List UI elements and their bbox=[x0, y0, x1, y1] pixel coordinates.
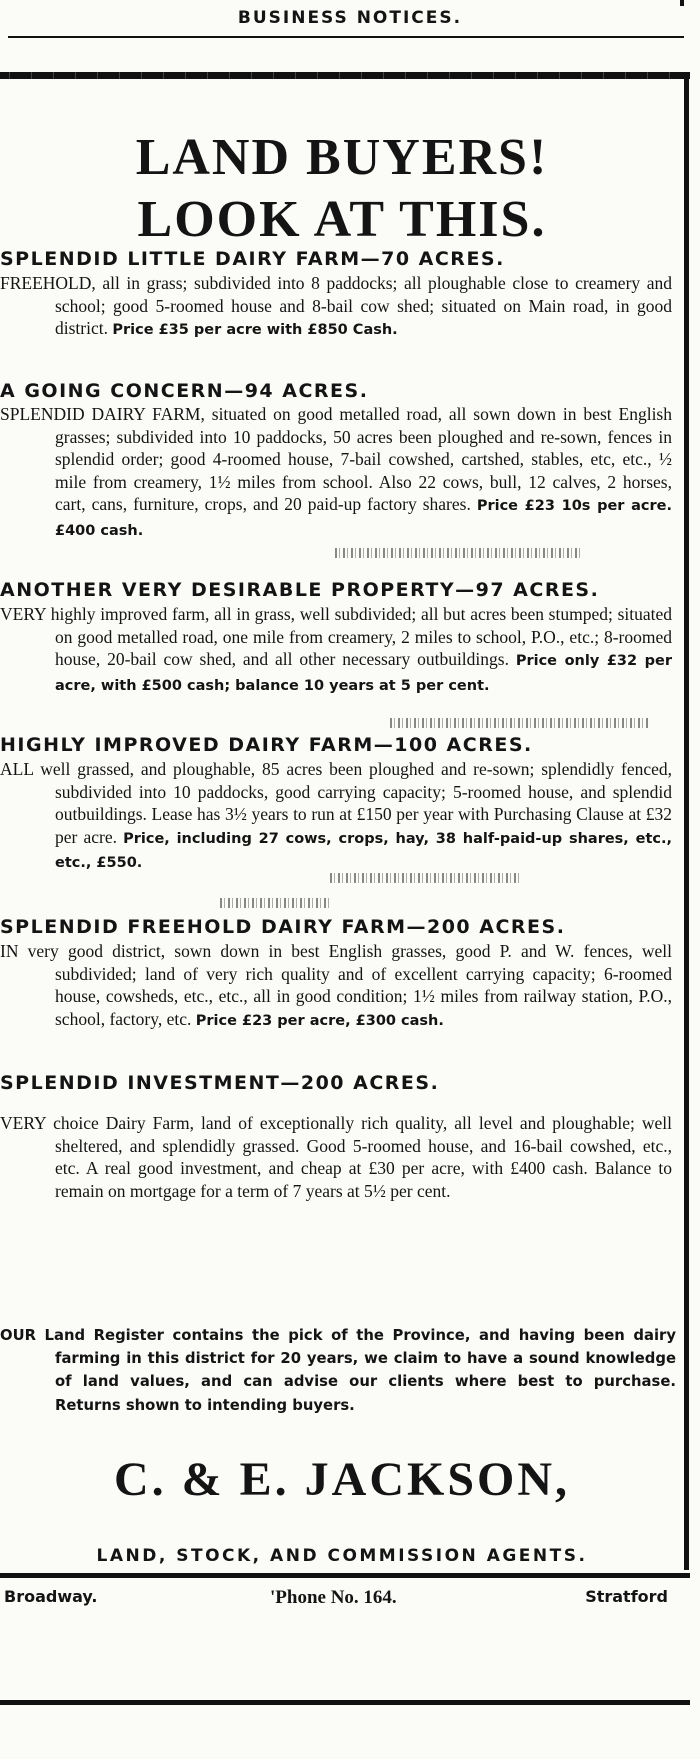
listing-title: SPLENDID FREEHOLD DAIRY FARM—200 ACRES. bbox=[0, 916, 566, 938]
listing-body bbox=[0, 272, 672, 342]
headline-line-1: LAND BUYERS! bbox=[135, 129, 549, 186]
page-header bbox=[0, 0, 700, 40]
page-bottom-rule bbox=[0, 1700, 690, 1705]
listing-body bbox=[0, 403, 672, 543]
listing-price: Price, including 27 cows, crops, hay, 38 half-paid-up shares, etc., etc., £550. bbox=[55, 830, 672, 872]
listing-text: ALL well grassed, and ploughable, 85 acres been ploughed and re-sown; splendidly fenced, subdivided into 10 paddocks, good carrying capacity; 5-roomed house, and splendid outbuildings. Lease has 3½ years to run at £150 per year with Purchasing Clause at £32 per acre. bbox=[0, 759, 672, 847]
listing-title: HIGHLY IMPROVED DAIRY FARM—100 ACRES. bbox=[0, 734, 533, 756]
firm-street: Broadway. bbox=[4, 1587, 98, 1606]
listing-title: SPLENDID LITTLE DAIRY FARM—70 ACRES. bbox=[0, 248, 505, 270]
bleed-through-text bbox=[0, 1596, 700, 1616]
firm-phone: 'Phone No. 164. bbox=[270, 1587, 397, 1608]
listing-text: FREEHOLD, all in grass; subdivided into 8 paddocks; all ploughable close to creamery and school; good 5-roomed house and 8-bail cow shed; situated on Main road, in good district. bbox=[0, 273, 672, 339]
listing-title: A GOING CONCERN—94 ACRES. bbox=[0, 380, 369, 402]
ink-smudge bbox=[330, 873, 520, 883]
listing-price: Price £23 per acre, £300 cash. bbox=[195, 1012, 444, 1029]
closing-statement: OUR Land Register contains the pick of the Province, and having been dairy farming in this district for 20 years, we claim to have a sound knowledge of land values, and can advise our clients where best to purchase. Returns shown to intending buyers. bbox=[0, 1327, 676, 1414]
headline-line-2: LOOK AT THIS. bbox=[137, 191, 547, 248]
header-corner-mark bbox=[680, 0, 684, 6]
advertisement-bottom-rule bbox=[0, 1573, 690, 1578]
listing-price: Price £35 per acre with £850 Cash. bbox=[112, 322, 398, 339]
listing-body bbox=[0, 940, 672, 1032]
listing-body bbox=[0, 603, 672, 697]
firm-description: LAND, STOCK, AND COMMISSION AGENTS. bbox=[96, 1546, 588, 1566]
listing-body bbox=[0, 1112, 672, 1202]
listing-text: IN very good district, sown down in best English grasses, good P. and W. fences, well subdivided; land of very rich quality and of excellent carrying capacity; 6-roomed house, cowsheds, etc., etc., all in good condition; 1½ miles from railway station, P.O., school, factory, etc. bbox=[0, 941, 672, 1029]
listing-text: SPLENDID DAIRY FARM, situated on good metalled road, all sown down in best English grasses; subdivided into 10 paddocks, 50 acres been ploughed and re-sown, fences in splendid order; good 4-roomed house, 7-bail cowshed, cartshed, stables, etc, etc., ½ mile from creamery, 1½ miles from school. Also 22 cows, bull, 12 calves, 2 horses, cart, cans, furniture, crops, and 20 paid-up factory shares. bbox=[0, 404, 672, 515]
listing-price: Price only £32 per acre, with £500 cash; balance 10 years at 5 per cent. bbox=[55, 653, 672, 694]
section-heading: BUSINESS NOTICES. bbox=[237, 8, 463, 28]
listing-text: VERY choice Dairy Farm, land of exceptionally rich quality, all level and ploughable; well sheltered, and splendidly grassed. Good 5-roomed house, and 16-bail cowshed, etc., etc. A real good investment, and cheap at £30 per acre, with £400 cash. Balance to remain on mortgage for a term of 7 years at 5½ per cent. bbox=[0, 1113, 672, 1201]
ink-smudge bbox=[220, 898, 330, 908]
firm-town: Stratford bbox=[585, 1587, 668, 1606]
listing-title: ANOTHER VERY DESIRABLE PROPERTY—97 ACRES. bbox=[0, 579, 600, 601]
firm-name: C. & E. JACKSON, bbox=[113, 1453, 571, 1506]
header-rule bbox=[8, 36, 684, 38]
listing-body bbox=[0, 758, 672, 875]
ink-smudge bbox=[390, 718, 650, 728]
listing-price: Price £23 10s per acre. £400 cash. bbox=[55, 498, 673, 539]
ink-smudge bbox=[335, 548, 580, 558]
listing-text: VERY highly improved farm, all in grass, well subdivided; all but acres been stumped; situated on good metalled road, one mile from creamery, 2 miles to school, P.O., etc.; 8-roomed house, 20-bail cow shed, and all other necessary outbuildings. bbox=[0, 604, 672, 670]
listing-title: SPLENDID INVESTMENT—200 ACRES. bbox=[0, 1072, 440, 1094]
land-advertisement bbox=[0, 72, 689, 1608]
